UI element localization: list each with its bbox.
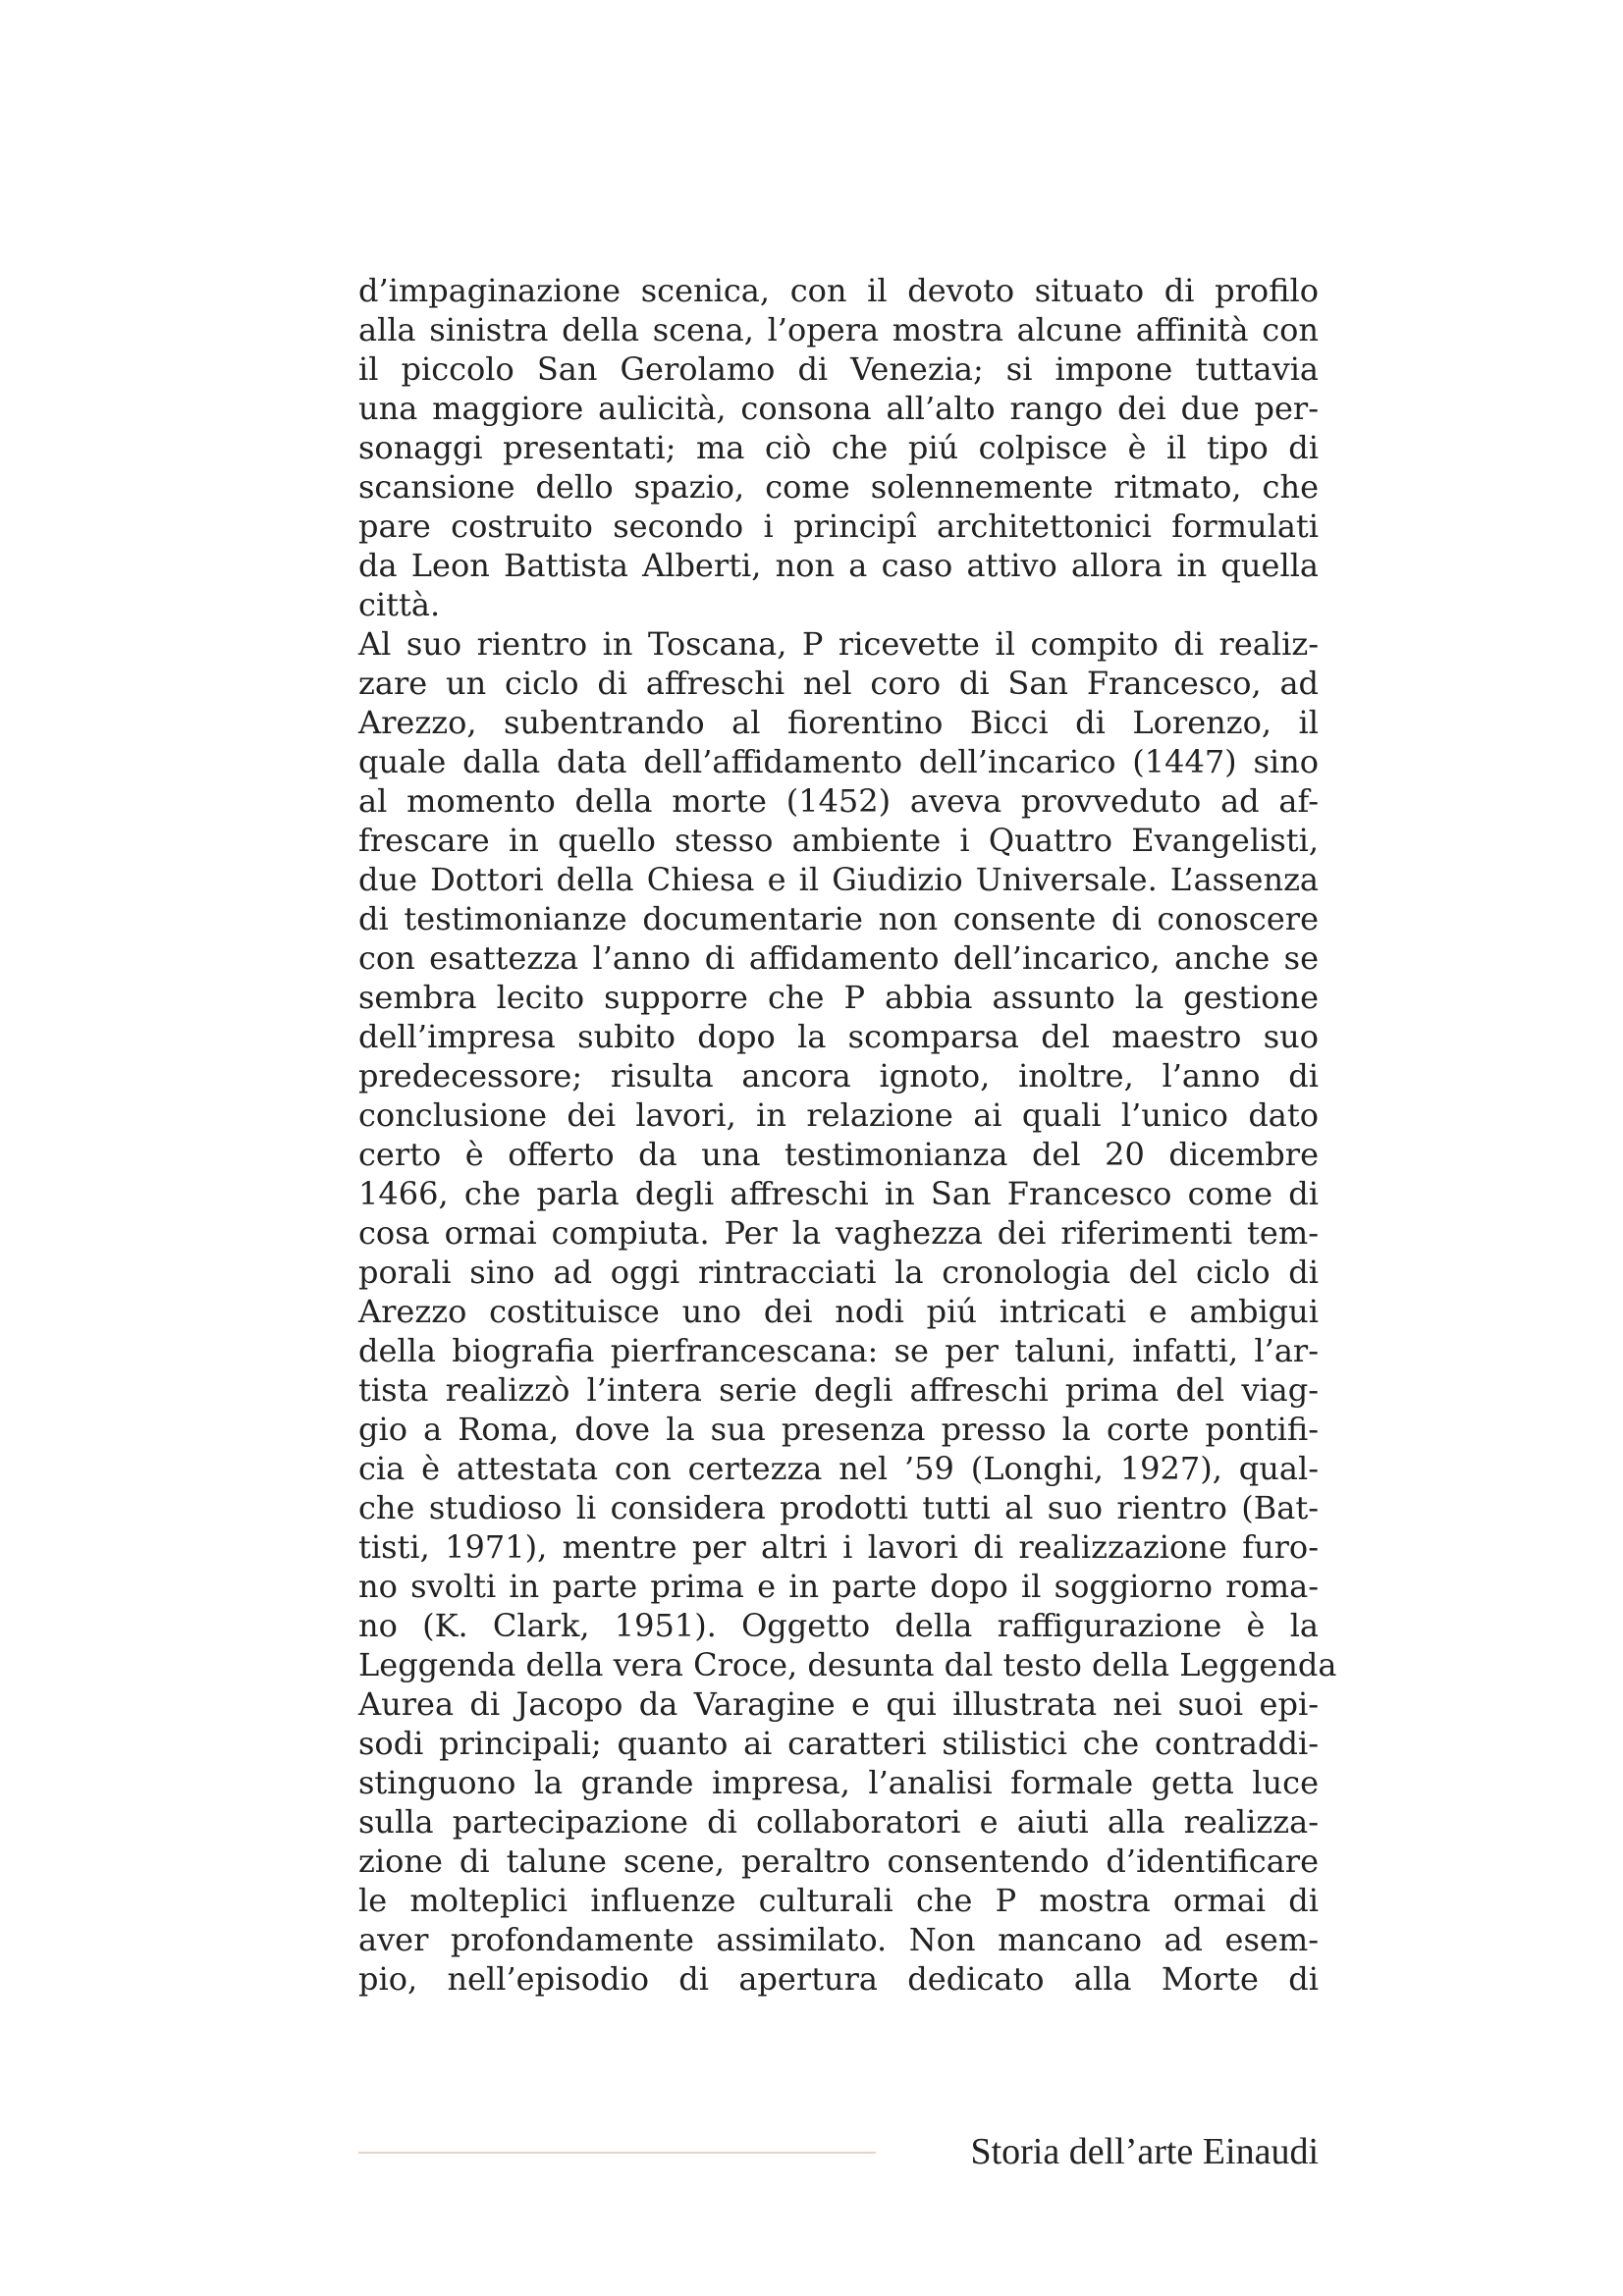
- text-line: tisti, 1971), mentre per altri i lavori di realizzazione furo-: [358, 1528, 1319, 1566]
- text-line: due Dottori della Chiesa e il Giudizio Universale. L’assenza: [358, 861, 1319, 898]
- text-line: Aurea di Jacopo da Varagine e qui illustrata nei suoi epi-: [358, 1685, 1319, 1723]
- text-line: stinguono la grande impresa, l’analisi formale getta luce: [358, 1764, 1319, 1801]
- text-line: zare un ciclo di affreschi nel coro di San Francesco, ad: [358, 665, 1319, 702]
- text-line: aver profondamente assimilato. Non mancano ad esem-: [358, 1921, 1319, 1958]
- text-line: no (K. Clark, 1951). Oggetto della raffigurazione è la: [358, 1607, 1319, 1644]
- text-line: zione di talune scene, peraltro consentendo d’identificare: [358, 1842, 1319, 1880]
- text-line: Leggenda della vera Croce, desunta dal testo della Leggenda: [358, 1646, 1337, 1683]
- text-line: sodi principali; quanto ai caratteri stilistici che contraddi-: [358, 1725, 1319, 1762]
- text-line: di testimonianze documentarie non consente di conoscere: [358, 900, 1319, 937]
- text-line: con esattezza l’anno di affidamento dell’incarico, anche se: [358, 939, 1319, 977]
- text-line: una maggiore aulicità, consona all’alto rango dei due per-: [358, 390, 1319, 427]
- text-line: predecessore; risulta ancora ignoto, inoltre, l’anno di: [358, 1057, 1319, 1095]
- text-line: quale dalla data dell’affidamento dell’incarico (1447) sino: [358, 743, 1319, 780]
- text-line: porali sino ad oggi rintracciati la cronologia del ciclo di: [358, 1254, 1319, 1291]
- text-line: le molteplici influenze culturali che P mostra ormai di: [358, 1882, 1319, 1919]
- text-line: pio, nell’episodio di apertura dedicato alla Morte di: [358, 1960, 1319, 1998]
- text-line: dell’impresa subito dopo la scomparsa del maestro suo: [358, 1018, 1319, 1055]
- text-line: conclusione dei lavori, in relazione ai quali l’unico dato: [358, 1096, 1319, 1134]
- text-line: gio a Roma, dove la sua presenza presso la corte pontifi-: [358, 1411, 1319, 1448]
- text-line: no svolti in parte prima e in parte dopo il soggiorno roma-: [358, 1568, 1319, 1605]
- text-line: sulla partecipazione di collaboratori e aiuti alla realizza-: [358, 1803, 1319, 1841]
- text-line: certo è offerto da una testimonianza del 20 dicembre: [358, 1136, 1319, 1173]
- text-line: che studioso li considera prodotti tutti al suo rientro (Bat-: [358, 1489, 1319, 1526]
- text-line: al momento della morte (1452) aveva provveduto ad af-: [358, 782, 1319, 820]
- text-line: frescare in quello stesso ambiente i Quattro Evangelisti,: [358, 822, 1319, 859]
- text-line: tista realizzò l’intera serie degli affreschi prima del viag-: [358, 1371, 1319, 1409]
- text-line: pare costruito secondo i principî architettonici formulati: [358, 507, 1319, 545]
- text-line: Arezzo, subentrando al fiorentino Bicci di Lorenzo, il: [358, 704, 1319, 741]
- text-line: Al suo rientro in Toscana, P ricevette il compito di realiz-: [358, 625, 1319, 663]
- text-line: da Leon Battista Alberti, non a caso attivo allora in quella: [358, 547, 1319, 584]
- page-footer: [358, 2122, 1319, 2181]
- text-line: il piccolo San Gerolamo di Venezia; si impone tuttavia: [358, 350, 1319, 388]
- text-line: sonaggi presentati; ma ciò che piú colpisce è il tipo di: [358, 429, 1319, 466]
- footer-title: Storia dell’arte Einaudi: [970, 2131, 1319, 2172]
- text-line: Arezzo costituisce uno dei nodi piú intricati e ambigui: [358, 1293, 1319, 1330]
- text-line: scansione dello spazio, come solennemente ritmato, che: [358, 468, 1319, 506]
- footer-rule: [358, 2152, 876, 2154]
- text-line: 1466, che parla degli affreschi in San Francesco come di: [358, 1175, 1319, 1212]
- text-line: cia è attestata con certezza nel ’59 (Longhi, 1927), qual-: [358, 1450, 1319, 1487]
- text-line: città.: [358, 586, 441, 623]
- text-line: sembra lecito supporre che P abbia assunto la gestione: [358, 979, 1319, 1016]
- text-line: della biografia pierfrancescana: se per taluni, infatti, l’ar-: [358, 1332, 1319, 1369]
- text-line: cosa ormai compiuta. Per la vaghezza dei riferimenti tem-: [358, 1214, 1319, 1252]
- body-text: [358, 271, 1337, 1999]
- text-line: d’impaginazione scenica, con il devoto situato di profilo: [358, 272, 1319, 309]
- text-line: alla sinistra della scena, l’opera mostra alcune affinità con: [358, 311, 1319, 348]
